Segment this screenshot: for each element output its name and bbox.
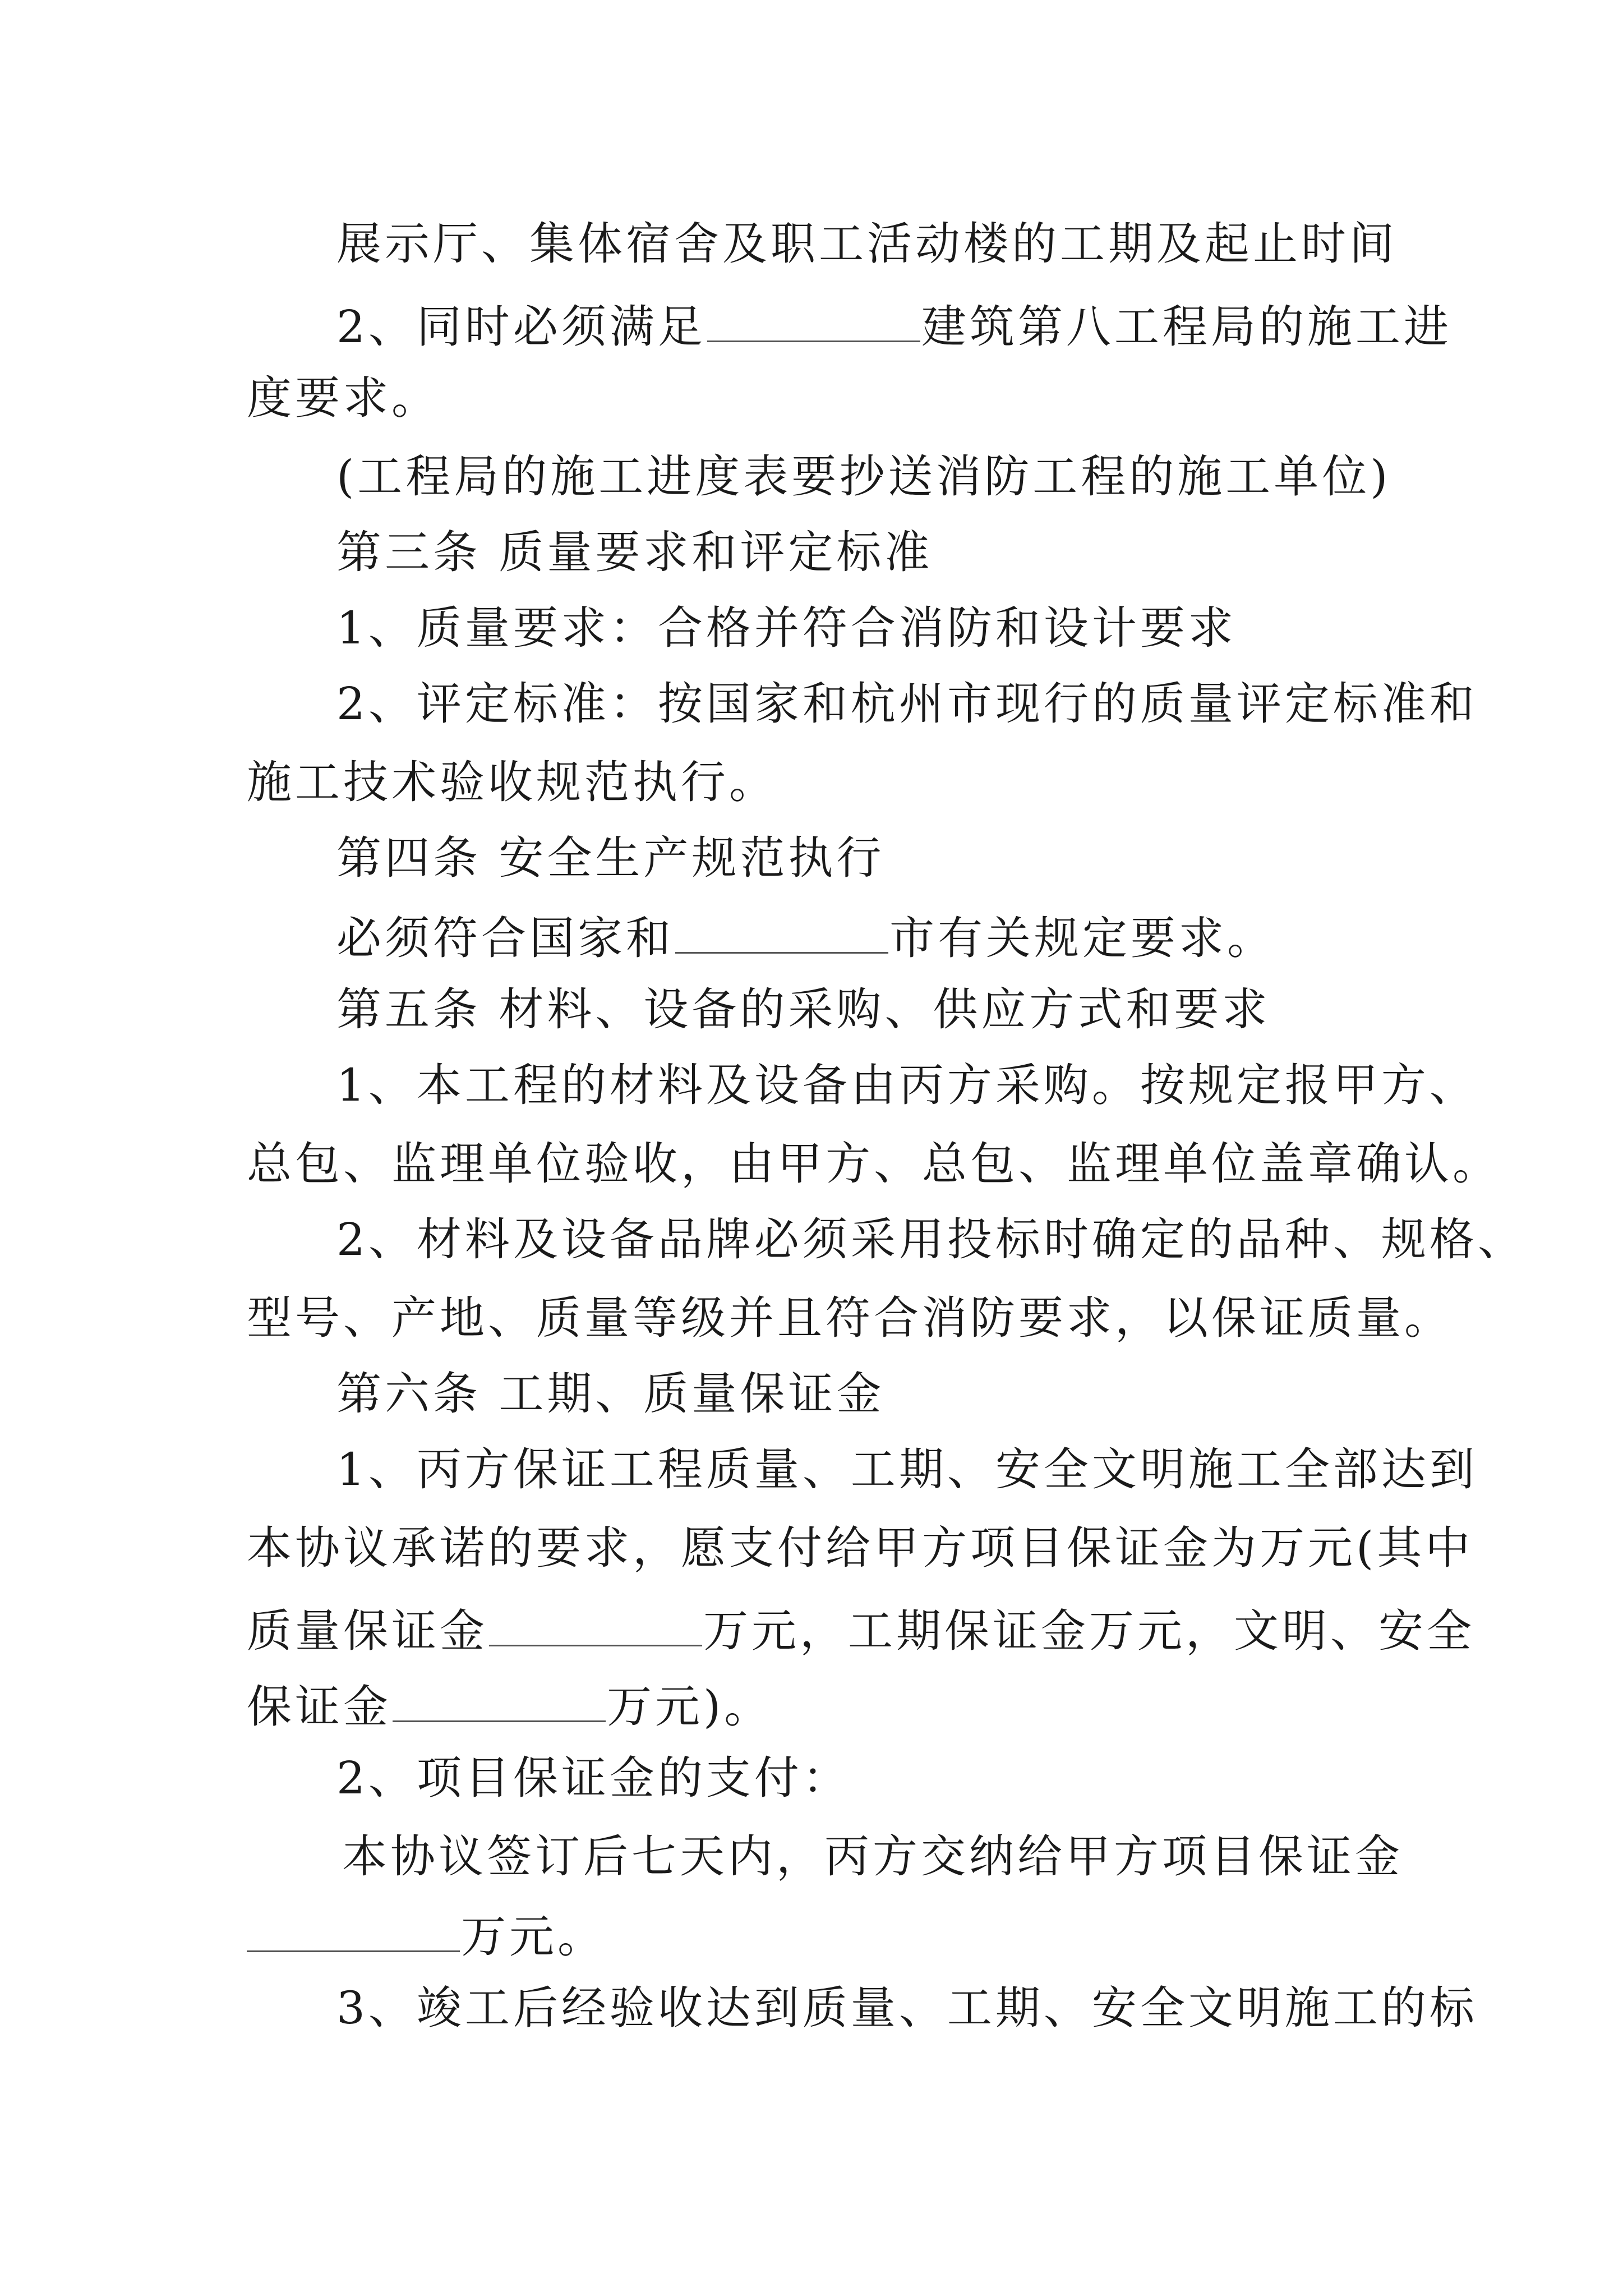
text-line: 本协议签订后七天内，丙方交纳给甲方项目保证金 (342, 1830, 1403, 1883)
text-line: 必须符合国家和 市有关规定要求。 (336, 912, 1275, 964)
text-line: (工程局的施工进度表要抄送消防工程的施工单位) (336, 450, 1391, 503)
text-line: 万元。 (247, 1910, 1396, 1959)
fill-in-blank (707, 300, 920, 342)
text-line: 度要求。 (247, 372, 440, 424)
fill-in-blank (393, 1680, 606, 1722)
text-line: 施工技术验收规范执行。 (247, 756, 777, 808)
text-line: 保证金 万元)。 (247, 1681, 773, 1733)
text-line: 2、同时必须满足 建筑第八工程局的施工进 (336, 301, 1452, 353)
text-line: 1、本工程的材料及设备由丙方采购。按规定报甲方、 (336, 1059, 1478, 1111)
text-line: 3、竣工后经验收达到质量、工期、安全文明施工的标 (336, 1982, 1478, 2034)
text-line: 展示厅、集体宿舍及职工活动楼的工期及起止时间 (336, 218, 1398, 270)
section-heading: 第三条 质量要求和评定标准 (336, 526, 933, 578)
text-line: 1、质量要求：合格并符合消防和设计要求 (336, 602, 1237, 654)
text-line: 型号、产地、质量等级并且符合消防要求，以保证质量。 (247, 1292, 1453, 1344)
fill-in-blank (489, 1604, 702, 1646)
text-line: 质量保证金 万元，工期保证金万元，文明、安全 (247, 1605, 1475, 1657)
section-heading: 第六条 工期、质量保证金 (336, 1368, 885, 1420)
section-heading: 第五条 材料、设备的采购、供应方式和要求 (336, 983, 1271, 1036)
text-line: 2、评定标准：按国家和杭州市现行的质量评定标准和 (336, 678, 1478, 730)
text-line: 1、丙方保证工程质量、工期、安全文明施工全部达到 (336, 1443, 1478, 1496)
text-line: 总包、监理单位验收，由甲方、总包、监理单位盖章确认。 (247, 1138, 1501, 1190)
fill-in-blank (247, 1910, 460, 1952)
text-line: 2、项目保证金的支付： (336, 1752, 851, 1804)
fill-in-blank (675, 912, 888, 954)
section-heading: 第四条 安全生产规范执行 (336, 832, 885, 884)
text-line: 本协议承诺的要求，愿支付给甲方项目保证金为万元(其中 (247, 1522, 1474, 1574)
text-line: 2、材料及设备品牌必须采用投标时确定的品种、规格、 (336, 1213, 1526, 1266)
